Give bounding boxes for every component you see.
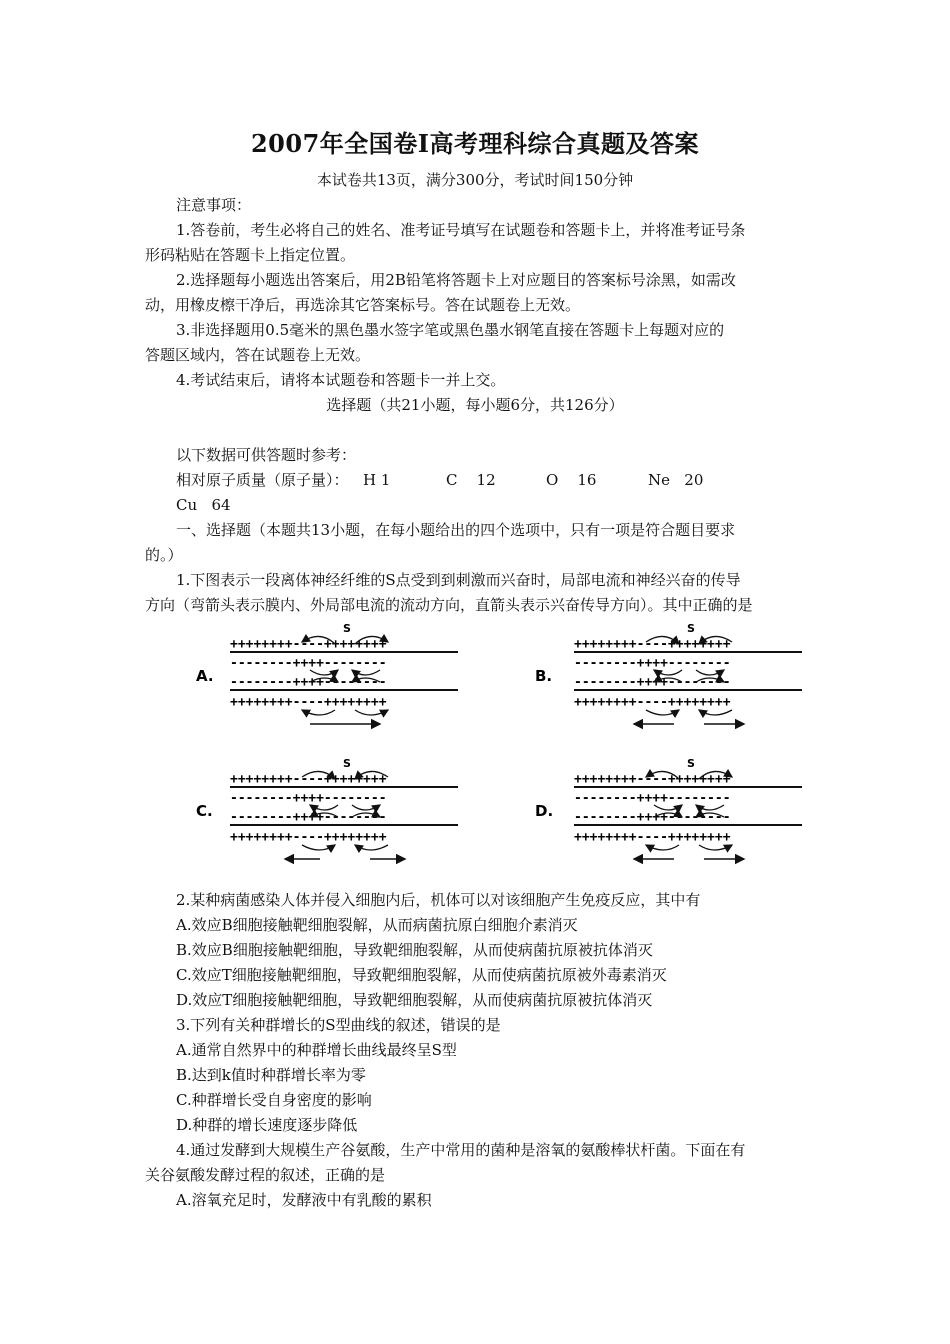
membrane-charge-row: --------++++-------- (574, 810, 731, 825)
nerve-fiber-figure (190, 615, 810, 880)
answer-option: A.效应B细胞接触靶细胞裂解，从而病菌抗原白细胞介素消灭 (176, 916, 578, 934)
answer-option: B.达到k值时种群增长率为零 (176, 1066, 366, 1084)
membrane-charge-row: ++++++++----++++++++ (574, 637, 731, 652)
notice-line: 2.选择题每小题选出答案后，用2B铅笔将答题卡上对应题目的答案标号涂黑，如需改 (176, 271, 736, 289)
question-4: 4.通过发酵到大规模生产谷氨酸，生产中常用的菌种是溶氧的氨酸棒状杆菌。下面在有 (176, 1141, 746, 1159)
answer-option: A.通常自然界中的种群增长曲线最终呈S型 (176, 1041, 457, 1059)
mass-entry: Cu 64 (176, 496, 231, 514)
mass-entry: H 1 (363, 471, 391, 489)
mass-entry: Ne 20 (648, 471, 704, 489)
diagram-c (230, 757, 458, 859)
membrane-charge-row: ++++++++----++++++++ (230, 637, 387, 652)
membrane-charge-row: --------++++-------- (230, 656, 387, 671)
membrane-charge-row: --------++++-------- (574, 791, 731, 806)
membrane-charge-row: --------++++-------- (574, 675, 731, 690)
exam-info: 本试卷共13页，满分300分，考试时间150分钟 (316, 171, 634, 189)
question-3: 3.下列有关种群增长的S型曲线的叙述，错误的是 (176, 1016, 501, 1034)
answer-option: D.效应T细胞接触靶细胞，导致靶细胞裂解，从而使病菌抗原被抗体消灭 (176, 991, 653, 1009)
diagram-a (230, 622, 458, 724)
reference-mass-label: 相对原子质量（原子量）： (176, 471, 349, 489)
membrane-charge-row: ++++++++----++++++++ (574, 772, 731, 787)
part-header: 一、选择题（本题共13小题，在每小题给出的四个选项中，只有一项是符合题目要求 (176, 521, 736, 539)
notice-line: 1.答卷前，考生必将自己的姓名、准考证号填写在试题卷和答题卡上，并将准考证号条 (176, 221, 746, 239)
stimulus-label: S (343, 622, 351, 635)
membrane-charge-row: --------++++-------- (230, 810, 387, 825)
stimulus-label: S (687, 622, 695, 635)
question-4: 关谷氨酸发酵过程的叙述，正确的是 (145, 1166, 386, 1184)
membrane-charge-row: ++++++++----++++++++ (574, 695, 731, 710)
mass-entry: C 12 (446, 471, 496, 489)
option-label: B. (535, 667, 553, 685)
stimulus-label: S (343, 757, 351, 770)
answer-option: C.种群增长受自身密度的影响 (176, 1091, 372, 1109)
membrane-charge-row: --------++++-------- (230, 791, 387, 806)
question-1: 方向（弯箭头表示膜内、外局部电流的流动方向，直箭头表示兴奋传导方向）。其中正确的是 (145, 596, 753, 614)
membrane-charge-row: ++++++++----++++++++ (230, 772, 387, 787)
notice-line: 动，用橡皮檫干净后，再选涂其它答案标号。答在试题卷上无效。 (145, 296, 581, 314)
answer-option: A.溶氧充足时，发酵液中有乳酸的累积 (176, 1191, 432, 1209)
page-title: 2007年全国卷I高考理科综合真题及答案 (250, 129, 700, 158)
answer-option: C.效应T细胞接触靶细胞，导致靶细胞裂解，从而使病菌抗原被外毒素消灭 (176, 966, 667, 984)
notice-line: 4.考试结束后，请将本试题卷和答题卡一并上交。 (176, 371, 506, 389)
diagram-d (574, 757, 802, 859)
answer-option: B.效应B细胞接触靶细胞，导致靶细胞裂解，从而使病菌抗原被抗体消灭 (176, 941, 653, 959)
membrane-charge-row: ++++++++----++++++++ (230, 830, 387, 845)
membrane-charge-row: ++++++++----++++++++ (230, 695, 387, 710)
stimulus-label: S (687, 757, 695, 770)
diagram-b (574, 622, 802, 724)
question-1: 1.下图表示一段离体神经纤维的S点受到到刺激而兴奋时，局部电流和神经兴奋的传导 (176, 571, 741, 589)
notice-line: 答题区域内，答在试题卷上无效。 (145, 346, 371, 364)
notice-line: 3.非选择题用0.5毫米的黑色墨水签字笔或黑色墨水钢笔直接在答题卡上每题对应的 (176, 321, 725, 339)
membrane-charge-row: --------++++-------- (574, 656, 731, 671)
mass-entry: O 16 (546, 471, 597, 489)
part-header: 的。） (145, 546, 183, 564)
option-label: C. (196, 802, 213, 820)
option-label: D. (535, 802, 554, 820)
question-2: 2.某种病菌感染人体并侵入细胞内后，机体可以对该细胞产生免疫反应，其中有 (176, 891, 701, 909)
membrane-charge-row: ++++++++----++++++++ (574, 830, 731, 845)
section-header: 选择题（共21小题，每小题6分，共126分） (326, 396, 624, 414)
membrane-charge-row: --------++++-------- (230, 675, 387, 690)
reference-intro: 以下数据可供答题时参考： (176, 446, 357, 464)
notice-header: 注意事项： (176, 196, 252, 214)
notice-line: 形码粘贴在答题卡上指定位置。 (145, 246, 356, 264)
answer-option: D.种群的增长速度逐步降低 (176, 1116, 358, 1134)
option-label: A. (196, 667, 214, 685)
